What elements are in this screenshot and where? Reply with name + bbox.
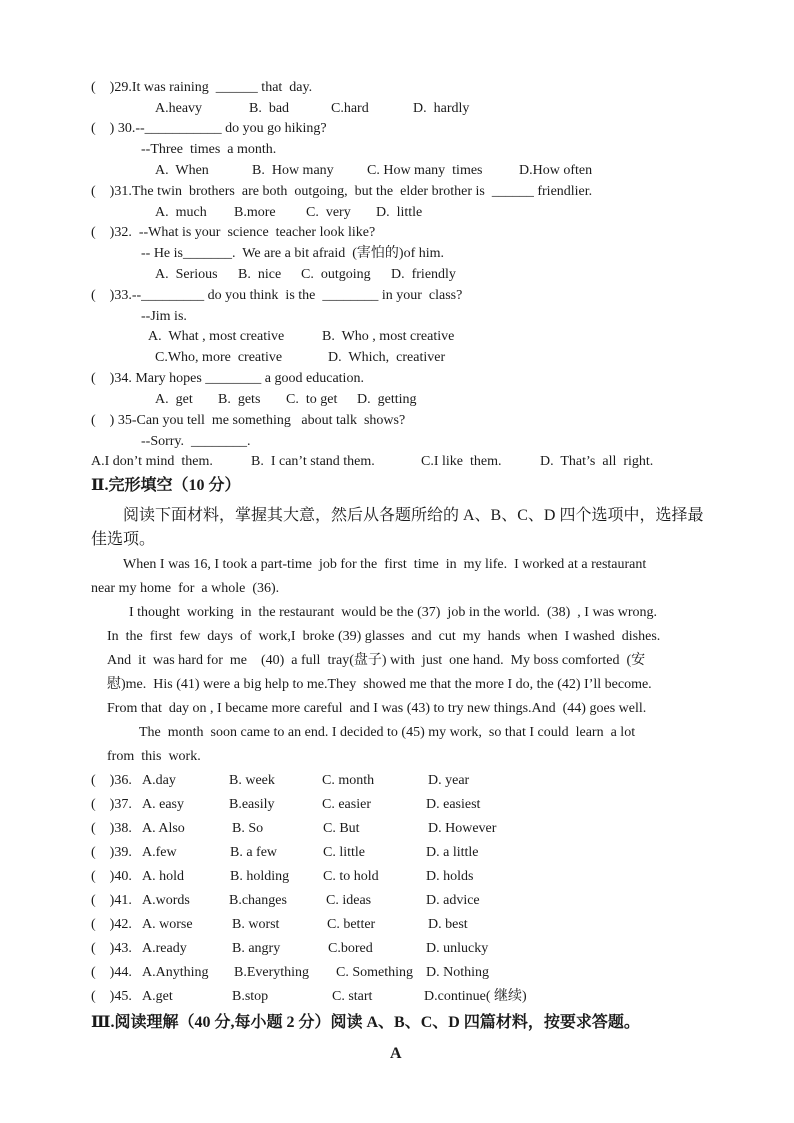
cloze-option-d: D. advice <box>426 893 480 908</box>
cloze-option-d: D. holds <box>426 869 474 884</box>
option-35d: D. That’s all right. <box>540 454 654 469</box>
option-33c: C.Who, more creative <box>155 350 283 365</box>
cloze-option-c: C. little <box>323 845 365 860</box>
cloze-option-c: C. easier <box>322 797 371 812</box>
option-29b: B. bad <box>249 101 290 116</box>
cloze-option-d: D. a little <box>426 845 479 860</box>
passage-line: I thought working in the restaurant would be the (37) job in the world. (38) , I was wrong. <box>129 605 658 620</box>
option-34c: C. to get <box>286 392 338 407</box>
option-30b: B. How many <box>252 163 334 178</box>
cloze-item <box>0 964 794 981</box>
cloze-item-number: ( )42. <box>91 917 132 932</box>
option-32a: A. Serious <box>155 267 218 282</box>
cloze-option-c: C. month <box>322 773 375 788</box>
question-32-reply: -- He is_______. We are a bit afraid (害怕的)of him. <box>141 246 445 261</box>
cloze-option-c: C. ideas <box>326 893 372 908</box>
option-30d: D.How often <box>519 163 593 178</box>
cloze-item-number: ( )39. <box>91 845 132 860</box>
cloze-option-a: A.words <box>142 893 190 908</box>
cloze-item-number: ( )38. <box>91 821 132 836</box>
option-35b: B. I can’t stand them. <box>251 454 375 469</box>
question-33-stem: ( )33.--_________ do you think is the ________ in your class? <box>91 288 463 303</box>
cloze-option-a: A.ready <box>142 941 187 956</box>
cloze-option-d: D. Nothing <box>426 965 489 980</box>
section-3-part-label: A <box>390 1045 402 1062</box>
passage-line: from this work. <box>107 749 201 764</box>
cloze-option-a: A.few <box>142 845 177 860</box>
cloze-option-a: A. hold <box>142 869 184 884</box>
question-35-stem: ( ) 35-Can you tell me something about talk shows? <box>91 413 406 428</box>
option-32d: D. friendly <box>391 267 456 282</box>
cloze-option-d: D. easiest <box>426 797 481 812</box>
passage-line: When I was 16, I took a part-time job for the first time in my life. I worked at a restaurant <box>123 557 647 572</box>
cloze-option-b: B. angry <box>232 941 281 956</box>
cloze-option-d: D. year <box>428 773 470 788</box>
cloze-option-d: D.continue( 继续) <box>424 989 527 1004</box>
question-32-stem: ( )32. --What is your science teacher look like? <box>91 225 376 240</box>
cloze-item <box>0 916 794 933</box>
cloze-option-c: C. Something <box>336 965 414 980</box>
passage-line: And it was hard for me (40) a full tray(盘子) with just one hand. My boss comforted (安 <box>107 653 646 668</box>
section-2-instruction-line-2: 佳选项。 <box>91 531 156 548</box>
option-33d: D. Which, creativer <box>328 350 446 365</box>
section-2-instruction-line-1: 阅读下面材料，掌握其大意，然后从各题所给的 A、B、C、D 四个选项中，选择最 <box>123 507 704 524</box>
cloze-option-b: B. worst <box>232 917 280 932</box>
cloze-item <box>0 772 794 789</box>
cloze-option-c: C. to hold <box>323 869 379 884</box>
cloze-option-b: B. holding <box>230 869 290 884</box>
cloze-option-b: B. So <box>232 821 264 836</box>
option-33a: A. What , most creative <box>148 329 285 344</box>
cloze-option-c: C. start <box>332 989 373 1004</box>
cloze-item-number: ( )44. <box>91 965 132 980</box>
cloze-item <box>0 868 794 885</box>
cloze-item-number: ( )37. <box>91 797 132 812</box>
section-3-title: Ⅲ.阅读理解（40 分,每小题 2 分）阅读 A、B、C、D 四篇材料，按要求答题。 <box>91 1014 640 1031</box>
cloze-option-a: A. Also <box>142 821 185 836</box>
question-33-reply: --Jim is. <box>141 309 187 324</box>
option-35a: A.I don’t mind them. <box>91 454 213 469</box>
option-33b: B. Who , most creative <box>322 329 455 344</box>
question-29-stem: ( )29.It was raining ______ that day. <box>91 80 313 95</box>
cloze-option-c: C.bored <box>328 941 373 956</box>
option-34d: D. getting <box>357 392 417 407</box>
question-30-reply: --Three times a month. <box>141 142 277 157</box>
cloze-item-number: ( )41. <box>91 893 132 908</box>
cloze-item-number: ( )43. <box>91 941 132 956</box>
option-29a: A.heavy <box>155 101 203 116</box>
cloze-option-a: A.get <box>142 989 173 1004</box>
option-30a: A. When <box>155 163 209 178</box>
option-30c: C. How many times <box>367 163 483 178</box>
section-2-title: Ⅱ.完形填空（10 分） <box>91 477 241 494</box>
cloze-item <box>0 940 794 957</box>
option-31c: C. very <box>306 205 351 220</box>
question-34-stem: ( )34. Mary hopes ________ a good education. <box>91 371 364 386</box>
option-32c: C. outgoing <box>301 267 371 282</box>
cloze-option-c: C. better <box>327 917 376 932</box>
cloze-option-a: A.Anything <box>142 965 209 980</box>
option-29c: C.hard <box>331 101 369 116</box>
question-31-stem: ( )31.The twin brothers are both outgoing, but the elder brother is ______ friendlier. <box>91 184 593 199</box>
question-35-reply: --Sorry. ________. <box>141 434 251 449</box>
cloze-option-b: B.easily <box>229 797 275 812</box>
cloze-option-b: B. week <box>229 773 275 788</box>
cloze-option-a: A.day <box>142 773 176 788</box>
option-31d: D. little <box>376 205 423 220</box>
cloze-item <box>0 988 794 1005</box>
cloze-option-b: B.Everything <box>234 965 310 980</box>
passage-line: 慰)me. His (41) were a big help to me.They showed me that the more I do, the (42) I’ll become. <box>107 677 652 692</box>
passage-line: From that day on , I became more careful and I was (43) to try new things.And (44) goes well. <box>107 701 647 716</box>
cloze-item <box>0 796 794 813</box>
cloze-item-number: ( )45. <box>91 989 132 1004</box>
cloze-option-b: B. a few <box>230 845 278 860</box>
passage-line: In the first few days of work,I broke (39) glasses and cut my hands when I washed dishes. <box>107 629 661 644</box>
cloze-option-a: A. easy <box>142 797 184 812</box>
cloze-option-b: B.stop <box>232 989 269 1004</box>
cloze-item-number: ( )40. <box>91 869 132 884</box>
cloze-option-d: D. unlucky <box>426 941 489 956</box>
cloze-option-d: D. best <box>428 917 468 932</box>
cloze-item <box>0 820 794 837</box>
option-32b: B. nice <box>238 267 282 282</box>
cloze-item <box>0 892 794 909</box>
cloze-item <box>0 844 794 861</box>
passage-line: near my home for a whole (36). <box>91 581 280 596</box>
cloze-item-number: ( )36. <box>91 773 132 788</box>
option-35c: C.I like them. <box>421 454 502 469</box>
cloze-option-b: B.changes <box>229 893 287 908</box>
option-34b: B. gets <box>218 392 261 407</box>
cloze-option-c: C. But <box>323 821 360 836</box>
passage-line: The month soon came to an end. I decided to (45) my work, so that I could learn a lot <box>139 725 636 740</box>
cloze-option-d: D. However <box>428 821 497 836</box>
question-30-stem: ( ) 30.--___________ do you go hiking? <box>91 121 327 136</box>
option-29d: D. hardly <box>413 101 470 116</box>
option-34a: A. get <box>155 392 193 407</box>
option-31a: A. much <box>155 205 207 220</box>
cloze-option-a: A. worse <box>142 917 193 932</box>
option-31b: B.more <box>234 205 276 220</box>
